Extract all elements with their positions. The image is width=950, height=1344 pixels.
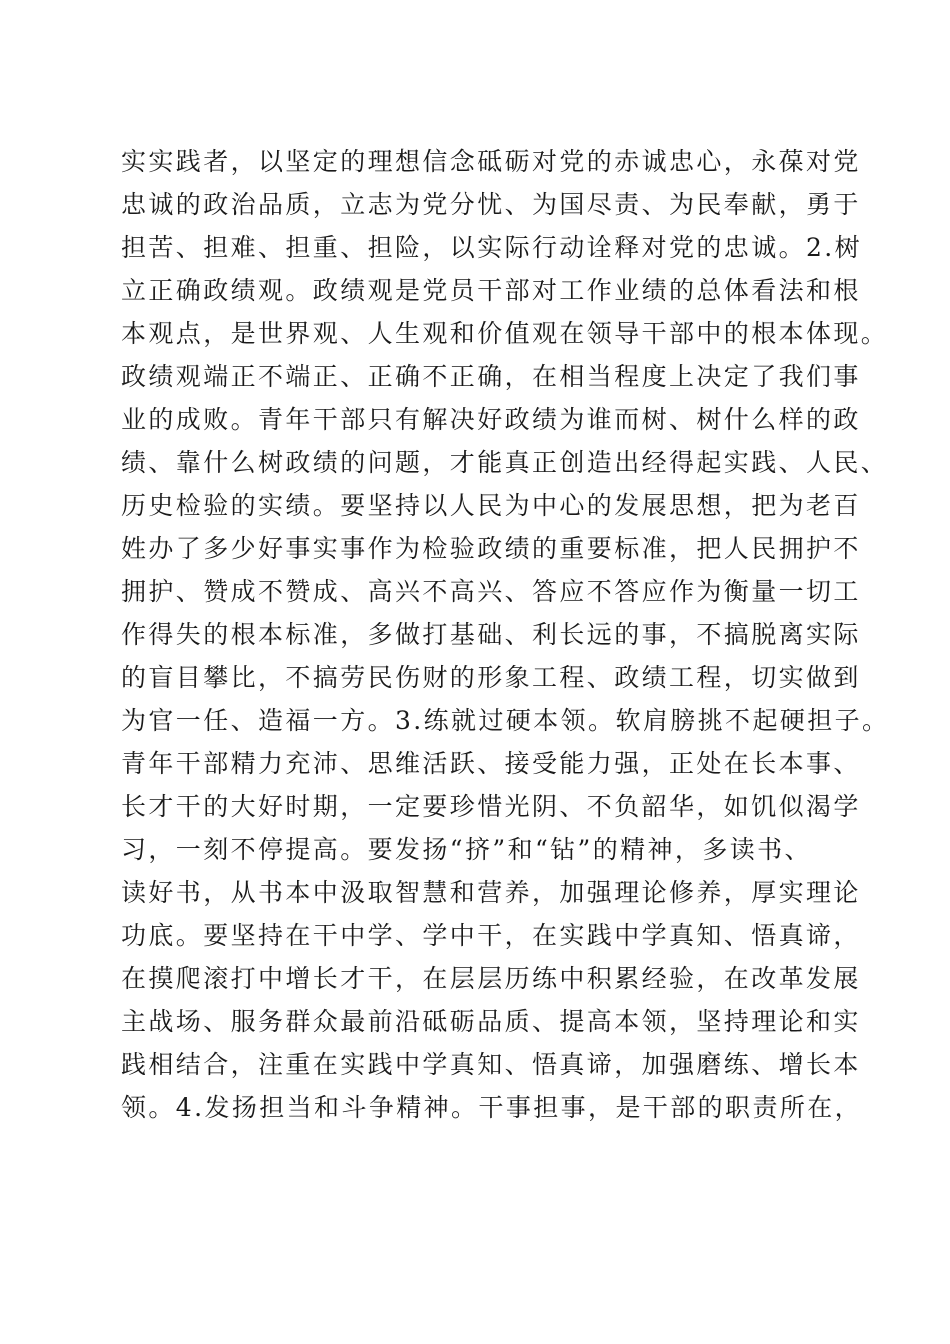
text-line: 业的成败。青年干部只有解决好政绩为谁而树、树什么样的政: [121, 405, 861, 434]
text-line: 为官一任、造福一方。3.练就过硬本领。软肩膀挑不起硬担子。: [121, 706, 890, 735]
text-line: 担苦、担难、担重、担险，以实际行动诠释对党的忠诚。2.树: [121, 233, 863, 262]
text-line: 在摸爬滚打中增长才干，在层层历练中积累经验，在改革发展: [121, 964, 861, 993]
text-line: 青年干部精力充沛、思维活跃、接受能力强，正处在长本事、: [121, 749, 861, 778]
text-line: 政绩观端正不端正、正确不正确，在相当程度上决定了我们事: [121, 362, 861, 391]
text-line: 姓办了多少好事实事作为检验政绩的重要标准，把人民拥护不: [121, 534, 861, 563]
text-line: 长才干的大好时期，一定要珍惜光阴、不负韶华，如饥似渴学: [121, 792, 861, 821]
text-line: 习，一刻不停提高。要发扬“挤”和“钻”的精神，多读书、: [121, 835, 812, 864]
text-line: 践相结合，注重在实践中学真知、悟真谛，加强磨练、增长本: [121, 1050, 861, 1079]
body-text: [121, 140, 890, 1129]
text-line: 作得失的根本标准，多做打基础、利长远的事，不搞脱离实际: [121, 620, 861, 649]
text-line: 实实践者，以坚定的理想信念砥砺对党的赤诚忠心，永葆对党: [121, 147, 861, 176]
text-line: 的盲目攀比，不搞劳民伤财的形象工程、政绩工程，切实做到: [121, 663, 861, 692]
text-line: 历史检验的实绩。要坚持以人民为中心的发展思想，把为老百: [121, 491, 861, 520]
text-line: 读好书，从书本中汲取智慧和营养，加强理论修养，厚实理论: [121, 878, 861, 907]
text-line: 领。4.发扬担当和斗争精神。干事担事，是干部的职责所在，: [121, 1093, 863, 1122]
text-line: 拥护、赞成不赞成、高兴不高兴、答应不答应作为衡量一切工: [121, 577, 861, 606]
text-line: 立正确政绩观。政绩观是党员干部对工作业绩的总体看法和根: [121, 276, 861, 305]
text-line: 本观点，是世界观、人生观和价值观在领导干部中的根本体现。: [121, 319, 889, 348]
text-line: 绩、靠什么树政绩的问题，才能真正创造出经得起实践、人民、: [121, 448, 889, 477]
text-line: 功底。要坚持在干中学、学中干，在实践中学真知、悟真谛，: [121, 921, 861, 950]
text-line: 忠诚的政治品质，立志为党分忧、为国尽责、为民奉献，勇于: [121, 190, 861, 219]
text-line: 主战场、服务群众最前沿砥砺品质、提高本领，坚持理论和实: [121, 1007, 861, 1036]
